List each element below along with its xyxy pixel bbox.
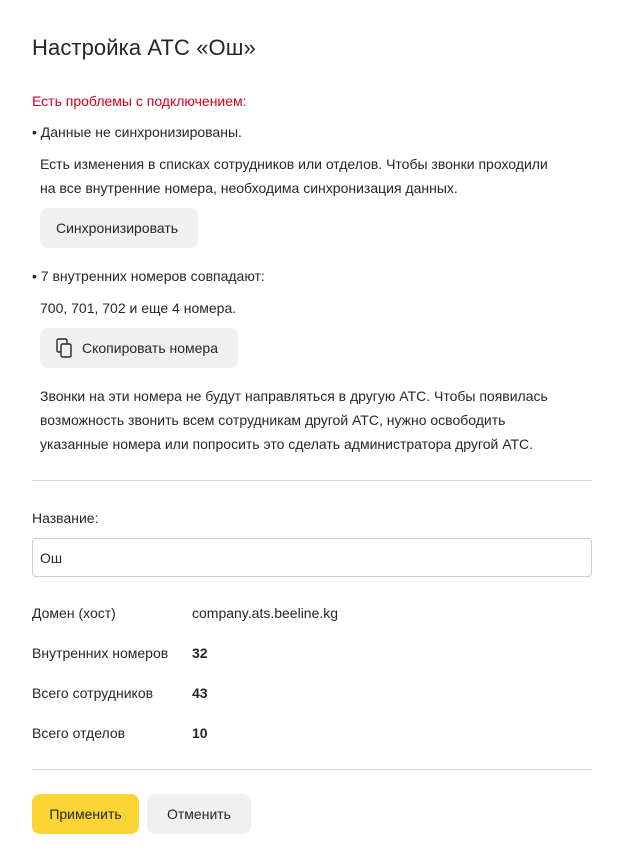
section-divider	[32, 480, 592, 481]
departments-count-value: 10	[192, 725, 208, 741]
connection-problems-heading: Есть проблемы с подключением:	[32, 93, 247, 109]
page-title: Настройка АТС «Ош»	[32, 35, 256, 60]
name-input[interactable]	[32, 538, 592, 577]
sync-description	[40, 152, 548, 200]
extensions-count-value: 32	[192, 645, 208, 661]
employees-count-label: Всего сотрудников	[32, 685, 154, 701]
domain-value: company.ats.beeline.kg	[192, 605, 339, 621]
duplicate-numbers-bullet: • 7 внутренних номеров совпадают:	[32, 268, 265, 284]
name-field-label: Название:	[32, 510, 99, 526]
actions-divider	[32, 769, 592, 770]
departments-count-label: Всего отделов	[32, 725, 126, 741]
sync-description-line-2: на все внутренние номера, необходима синхронизация данных.	[40, 180, 458, 196]
sync-button[interactable]	[40, 208, 198, 248]
employees-count-value: 43	[192, 685, 208, 701]
copy-numbers-button[interactable]	[40, 328, 238, 368]
duplicate-numbers-list: 700, 701, 702 и еще 4 номера.	[40, 300, 237, 316]
sync-problem-bullet: • Данные не синхронизированы.	[32, 124, 242, 140]
sync-description-line-1: Есть изменения в списках сотрудников или отделов. Чтобы звонки проходили	[40, 156, 548, 172]
duplicate-numbers-note	[40, 384, 548, 456]
apply-button[interactable]: Применить	[32, 794, 139, 834]
duplicate-note-line-1: Звонки на эти номера не будут направляться в другую АТС. Чтобы появилась	[40, 388, 548, 404]
sync-button-label: Синхронизировать	[56, 220, 179, 236]
domain-label: Домен (хост)	[32, 605, 116, 621]
extensions-count-label: Внутренних номеров	[32, 645, 169, 661]
copy-icon	[56, 338, 72, 358]
copy-numbers-button-label: Скопировать номера	[82, 340, 219, 356]
duplicate-note-line-3: указанные номера или попросить это сделать администратора другой АТС.	[40, 436, 534, 452]
cancel-button[interactable]: Отменить	[147, 794, 251, 834]
duplicate-note-line-2: возможность звонить всем сотрудникам другой АТС, нужно освободить	[40, 412, 506, 428]
